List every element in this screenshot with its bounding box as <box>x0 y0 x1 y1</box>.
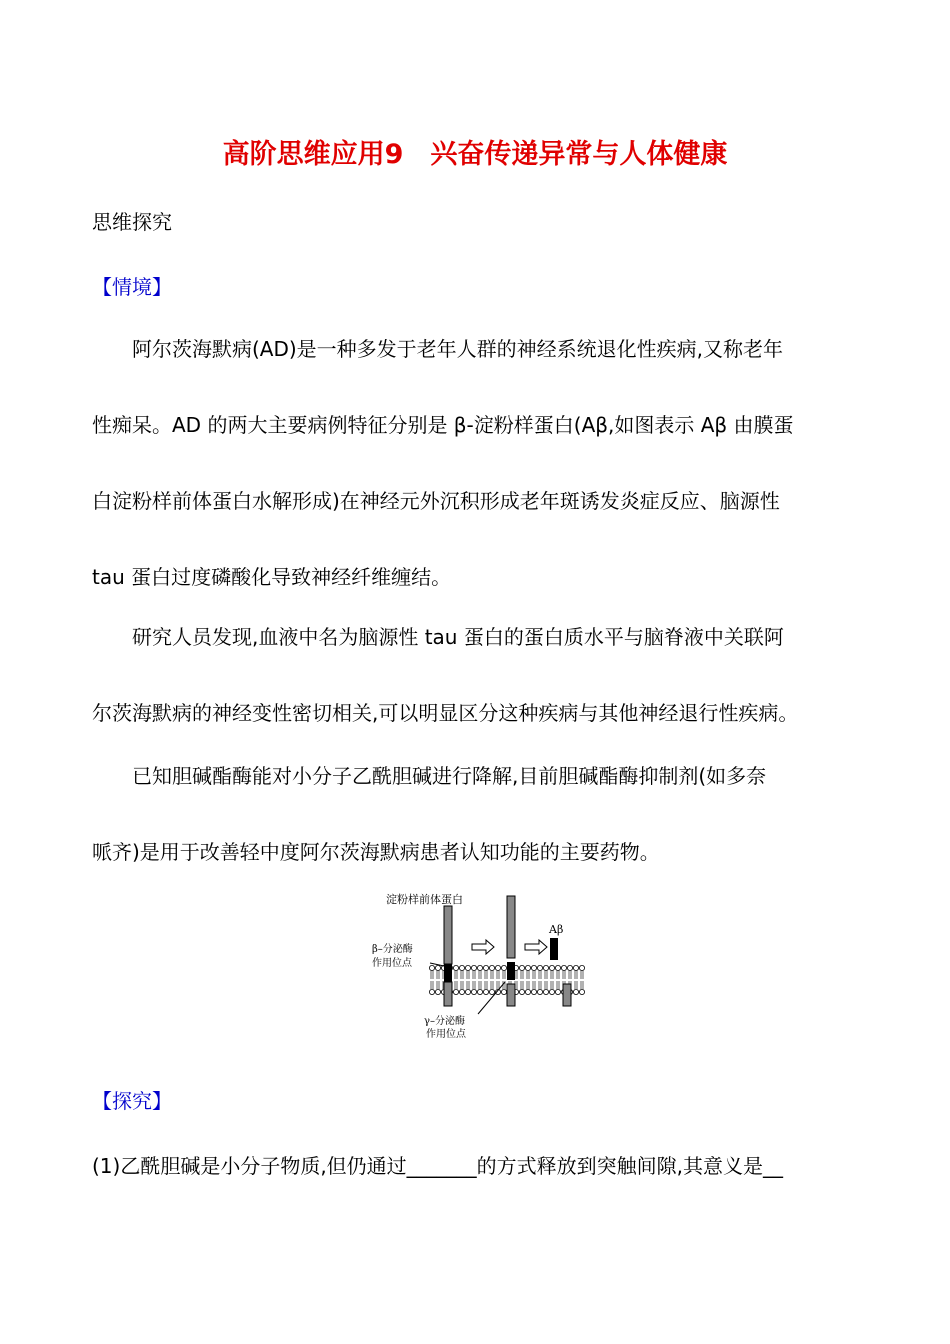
paragraph-line: 白淀粉样前体蛋白水解形成)在神经元外沉积形成老年斑诱发炎症反应、脑源性 <box>92 489 780 513</box>
lipid-tail <box>575 981 577 989</box>
lipid-tail <box>431 971 433 979</box>
lipid-tail <box>545 981 547 989</box>
lipid-tail <box>479 971 481 979</box>
lipid-tail <box>485 981 487 989</box>
lipid-tail <box>473 971 475 979</box>
lipid-head <box>573 989 578 994</box>
lipid-tail <box>497 981 499 989</box>
lipid-head <box>549 989 554 994</box>
lipid-head <box>477 989 482 994</box>
label-gamma-secretase: γ–分泌酶 <box>424 1016 465 1027</box>
lipid-head <box>531 989 536 994</box>
lipid-head <box>543 965 548 970</box>
paragraph-line: 哌齐)是用于改善轻中度阿尔茨海默病患者认知功能的主要药物。 <box>92 840 660 864</box>
lipid-tail <box>557 981 559 989</box>
app-extracellular <box>444 906 452 964</box>
lipid-tail <box>497 971 499 979</box>
lipid-head <box>531 965 536 970</box>
lipid-tail <box>503 971 505 979</box>
lipid-tail <box>575 971 577 979</box>
lipid-tail <box>551 971 553 979</box>
lipid-tail <box>539 971 541 979</box>
lipid-head <box>459 965 464 970</box>
lipid-tail <box>473 981 475 989</box>
question-1: (1)乙酰胆碱是小分子物质,但仍通过_______的方式释放到突触间隙,其意义是__ <box>92 1154 784 1178</box>
paragraph-2 <box>92 599 860 751</box>
lipid-head <box>435 965 440 970</box>
lipid-head <box>555 965 560 970</box>
amyloid-diagram <box>360 886 590 1042</box>
lipid-tail <box>551 981 553 989</box>
lipid-head <box>465 965 470 970</box>
lipid-head <box>543 989 548 994</box>
lipid-tail <box>521 981 523 989</box>
lipid-head <box>483 965 488 970</box>
section-heading: 思维探究 <box>92 210 172 234</box>
pointer-line <box>478 982 505 1014</box>
lipid-head <box>561 965 566 970</box>
lipid-head <box>471 989 476 994</box>
lipid-head <box>537 965 542 970</box>
lipid-tail <box>431 981 433 989</box>
lipid-head <box>579 989 584 994</box>
intracellular-2 <box>507 984 515 1006</box>
paragraph-1 <box>92 311 860 615</box>
lipid-head <box>453 965 458 970</box>
paragraph-line: 已知胆碱酯酶能对小分子乙酰胆碱进行降解,目前胆碱酯酶抑制剂(如多奈 <box>132 764 767 788</box>
lipid-head <box>483 989 488 994</box>
lipid-tail <box>533 981 535 989</box>
lipid-tail <box>581 971 583 979</box>
lipid-tail <box>581 981 583 989</box>
arrow-icon <box>472 940 494 954</box>
lipid-tail <box>467 971 469 979</box>
app-abeta-segment <box>444 964 452 982</box>
lipid-head <box>519 989 524 994</box>
paragraph-line: 尔茨海默病的神经变性密切相关,可以明显区分这种疾病与其他神经退行性疾病。 <box>92 701 799 725</box>
label-beta-secretase: β–分泌酶 <box>372 944 413 955</box>
label-abeta: Aβ <box>549 923 564 936</box>
label-app: 淀粉样前体蛋白 <box>386 893 463 906</box>
intracellular-3 <box>563 984 571 1006</box>
lipid-tail <box>455 971 457 979</box>
lipid-head <box>537 989 542 994</box>
lipid-tail <box>515 971 517 979</box>
cleaved-fragment <box>507 896 515 958</box>
lipid-tail <box>461 981 463 989</box>
lipid-tail <box>479 981 481 989</box>
lipid-head <box>489 989 494 994</box>
lipid-head <box>453 989 458 994</box>
lipid-head <box>465 989 470 994</box>
lipid-tail <box>491 971 493 979</box>
lipid-tail <box>563 971 565 979</box>
label-gamma-site: 作用位点 <box>426 1029 466 1040</box>
abeta-peptide <box>550 938 558 960</box>
lipid-head <box>435 989 440 994</box>
lipid-head <box>579 965 584 970</box>
lipid-head <box>501 965 506 970</box>
paragraph-line: 性痴呆。AD 的两大主要病例特征分别是 β-淀粉样蛋白(Aβ,如图表示 Aβ 由膜蛋 <box>92 413 794 437</box>
lipid-head <box>477 965 482 970</box>
abeta-segment-2 <box>507 962 515 980</box>
lipid-head <box>471 965 476 970</box>
lipid-head <box>555 989 560 994</box>
lipid-tail <box>461 971 463 979</box>
app-intracellular <box>444 982 452 1006</box>
lipid-tail <box>533 971 535 979</box>
paragraph-line: 研究人员发现,血液中名为脑源性 tau 蛋白的蛋白质水平与脑脊液中关联阿 <box>132 625 784 649</box>
lipid-head <box>573 965 578 970</box>
lipid-tail <box>491 981 493 989</box>
lipid-head <box>501 989 506 994</box>
lipid-tail <box>527 981 529 989</box>
page-title: 高阶思维应用9 兴奋传递异常与人体健康 <box>222 139 728 170</box>
arrow-icon <box>525 940 547 954</box>
paragraph-line: 阿尔茨海默病(AD)是一种多发于老年人群的神经系统退化性疾病,又称老年 <box>132 337 784 361</box>
lipid-head <box>519 965 524 970</box>
lipid-tail <box>467 981 469 989</box>
lipid-tail <box>557 971 559 979</box>
lipid-tail <box>569 971 571 979</box>
context-label: 【情境】 <box>92 275 172 299</box>
label-beta-site: 作用位点 <box>372 958 412 969</box>
lipid-head <box>549 965 554 970</box>
lipid-head <box>489 965 494 970</box>
lipid-head <box>525 965 530 970</box>
lipid-head <box>495 965 500 970</box>
lipid-tail <box>485 971 487 979</box>
lipid-tail <box>521 971 523 979</box>
paragraph-line: tau 蛋白过度磷酸化导致神经纤维缠结。 <box>92 565 452 589</box>
lipid-head <box>567 965 572 970</box>
lipid-tail <box>527 971 529 979</box>
lipid-head <box>459 989 464 994</box>
lipid-head <box>429 989 434 994</box>
lipid-tail <box>455 981 457 989</box>
explore-label: 【探究】 <box>92 1089 172 1113</box>
paragraph-3 <box>92 738 860 890</box>
lipid-tail <box>437 971 439 979</box>
lipid-tail <box>437 981 439 989</box>
lipid-head <box>429 965 434 970</box>
lipid-tail <box>545 971 547 979</box>
lipid-tail <box>539 981 541 989</box>
lipid-head <box>525 989 530 994</box>
